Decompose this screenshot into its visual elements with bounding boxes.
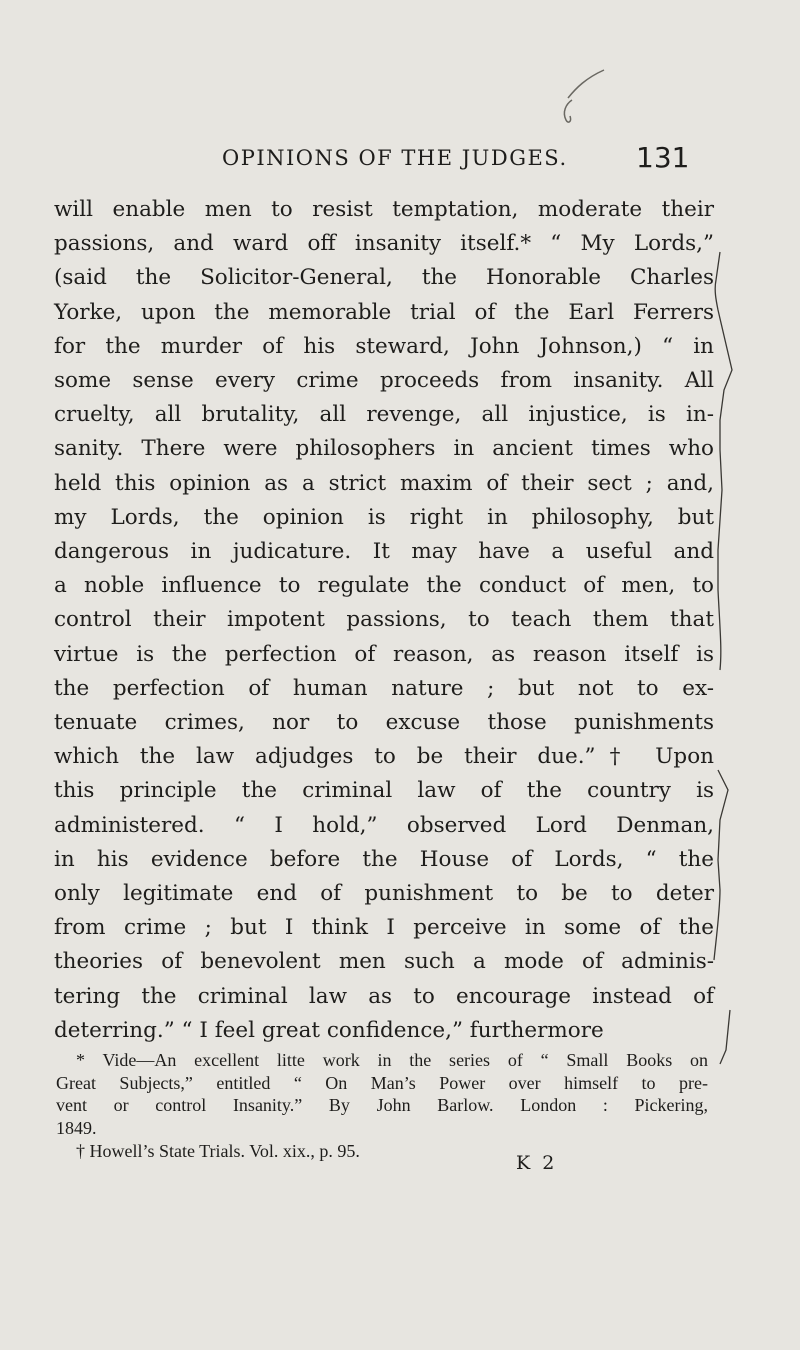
footnote-line: * Vide—An excellent litte work in the series of “ Small Books on: [76, 1050, 708, 1070]
text-line: only legitimate end of punishment to be to deter: [54, 881, 714, 907]
text-line: virtue is the perfection of reason, as reason itself is: [54, 641, 714, 667]
text-line: this principle the criminal law of the country is: [54, 778, 714, 804]
text-line: in his evidence before the House of Lords, “ the: [54, 846, 714, 872]
page-number: 131: [636, 141, 690, 174]
text-line: deterring.” “ I feel great confidence,” furthermore: [54, 1017, 604, 1043]
text-line: dangerous in judicature. It may have a useful and: [54, 539, 714, 565]
text-line: (said the Solicitor-General, the Honorable Charles: [54, 265, 714, 291]
text-line: which the law adjudges to be their due.”† Upon: [54, 744, 714, 770]
body-text: [54, 193, 714, 1048]
text-line: from crime ; but I think I perceive in some of the: [54, 915, 714, 941]
text-line: Yorke, upon the memorable trial of the Earl Ferrers: [54, 299, 714, 325]
ink-mark: [548, 66, 608, 126]
footnote-line: vent or control Insanity.” By John Barlow. London : Pickering,: [56, 1095, 708, 1116]
text-line: administered. “ I hold,” observed Lord Denman,: [54, 812, 714, 838]
text-line: my Lords, the opinion is right in philosophy, but: [54, 504, 714, 530]
text-line: a noble influence to regulate the conduct of men, to: [54, 573, 714, 599]
footnote-line: 1849.: [56, 1118, 97, 1139]
text-line: cruelty, all brutality, all revenge, all injustice, is in-: [54, 402, 714, 428]
text-line: control their impotent passions, to teach them that: [54, 607, 714, 633]
footnotes: [56, 1049, 708, 1163]
footnote-line: Great Subjects,” entitled “ On Man’s Power over himself to pre-: [56, 1072, 708, 1093]
text-line: held this opinion as a strict maxim of their sect ; and,: [54, 470, 714, 496]
text-line: passions, and ward off insanity itself.* “ My Lords,”: [54, 231, 714, 257]
running-head: OPINIONS OF THE JUDGES.: [222, 146, 568, 170]
margin-bracket-marks: [706, 250, 736, 1070]
text-line: for the murder of his steward, John Johnson,) “ in: [54, 333, 714, 359]
text-line: tenuate crimes, nor to excuse those punishments: [54, 710, 714, 736]
text-line: will enable men to resist temptation, moderate their: [54, 197, 714, 222]
text-line: sanity. There were philosophers in ancient times who: [54, 436, 714, 462]
text-line: the perfection of human nature ; but not to ex-: [54, 675, 714, 701]
footnote-line: † Howell’s State Trials. Vol. xix., p. 95.: [76, 1140, 360, 1161]
text-line: tering the criminal law as to encourage instead of: [54, 983, 714, 1009]
page-header: [0, 141, 800, 180]
signature-mark: K 2: [516, 1152, 558, 1174]
text-line: some sense every crime proceeds from insanity. All: [54, 368, 714, 394]
text-line: theories of benevolent men such a mode of adminis-: [54, 949, 714, 975]
